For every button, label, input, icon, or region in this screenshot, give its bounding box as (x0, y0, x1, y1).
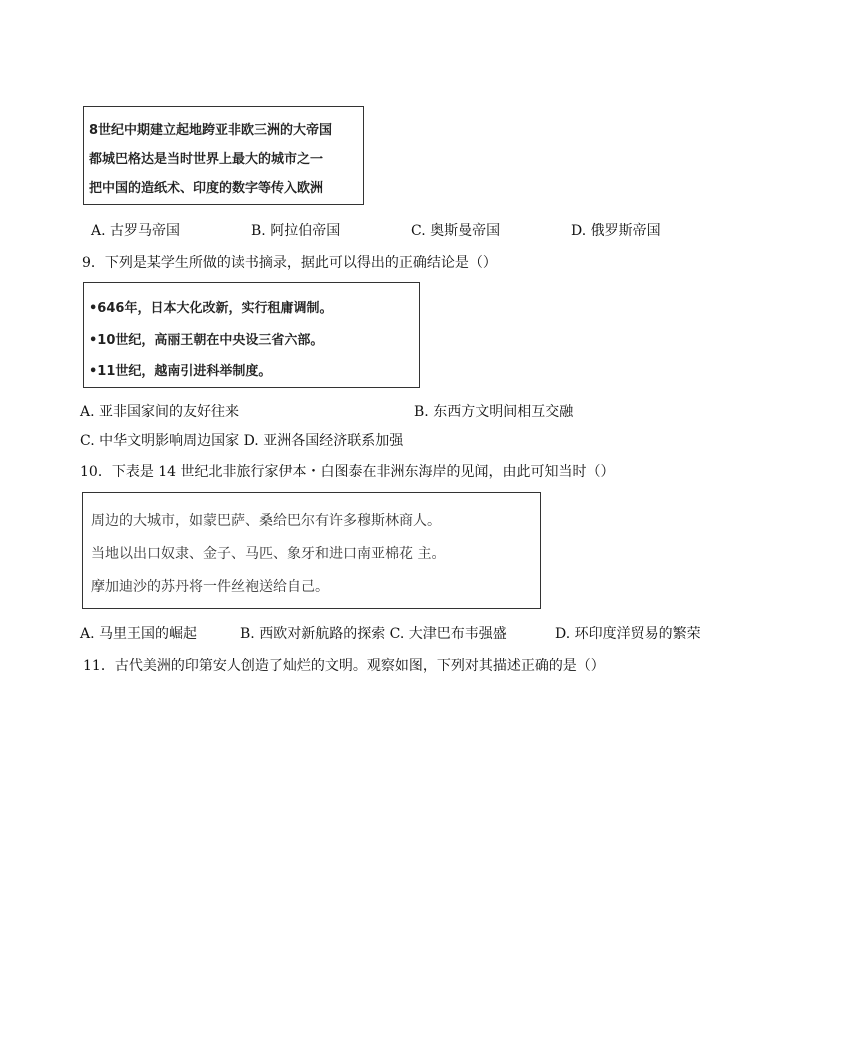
q11-stem: 11．古代美洲的印第安人创造了灿烂的文明。观察如图，下列对其描述正确的是（） (83, 658, 605, 674)
q10-box-line-1: 周边的大城市，如蒙巴萨、桑给巴尔有许多穆斯林商人。 (91, 513, 441, 529)
q9-option-a[interactable]: A. 亚非国家间的友好往来 (80, 404, 240, 420)
q9-option-c-d[interactable]: C. 中华文明影响周边国家 D. 亚洲各国经济联系加强 (80, 433, 404, 449)
q10-stem: 10．下表是 14 世纪北非旅行家伊本・白图泰在非洲东海岸的见闻，由此可知当时（） (80, 464, 615, 480)
q8-box-line-2: 都城巴格达是当时世界上最大的城市之一 (89, 152, 324, 167)
q9-stem: 9．下列是某学生所做的读书摘录，据此可以得出的正确结论是（） (82, 255, 497, 271)
q9-info-box (83, 282, 420, 388)
q10-box-line-3: 摩加迪沙的苏丹将一件丝袍送给自己。 (91, 579, 329, 595)
q8-box-line-1: 8世纪中期建立起地跨亚非欧三洲的大帝国 (89, 123, 333, 138)
q9-box-line-1: •646年，日本大化改新，实行租庸调制。 (89, 301, 333, 316)
q10-option-b-c[interactable]: B. 西欧对新航路的探索 C. 大津巴布韦强盛 (240, 626, 507, 642)
q9-box-line-3: •11世纪，越南引进科举制度。 (89, 364, 272, 379)
q8-option-a[interactable]: A. 古罗马帝国 (91, 223, 181, 239)
q10-info-box (82, 492, 541, 609)
q8-box-line-3: 把中国的造纸术、印度的数字等传入欧洲 (89, 181, 324, 196)
q8-option-d[interactable]: D. 俄罗斯帝国 (571, 223, 661, 239)
q8-option-b[interactable]: B. 阿拉伯帝国 (251, 223, 341, 239)
q8-option-c[interactable]: C. 奥斯曼帝国 (411, 223, 501, 239)
q9-box-line-2: •10世纪，高丽王朝在中央设三省六部。 (89, 333, 324, 348)
q9-option-b[interactable]: B. 东西方文明间相互交融 (414, 404, 574, 420)
q10-option-a[interactable]: A. 马里王国的崛起 (80, 626, 198, 642)
q10-option-d[interactable]: D. 环印度洋贸易的繁荣 (555, 626, 701, 642)
q8-info-box (83, 106, 364, 205)
q10-box-line-2: 当地以出口奴隶、金子、马匹、象牙和进口南亚棉花 主。 (91, 546, 446, 562)
